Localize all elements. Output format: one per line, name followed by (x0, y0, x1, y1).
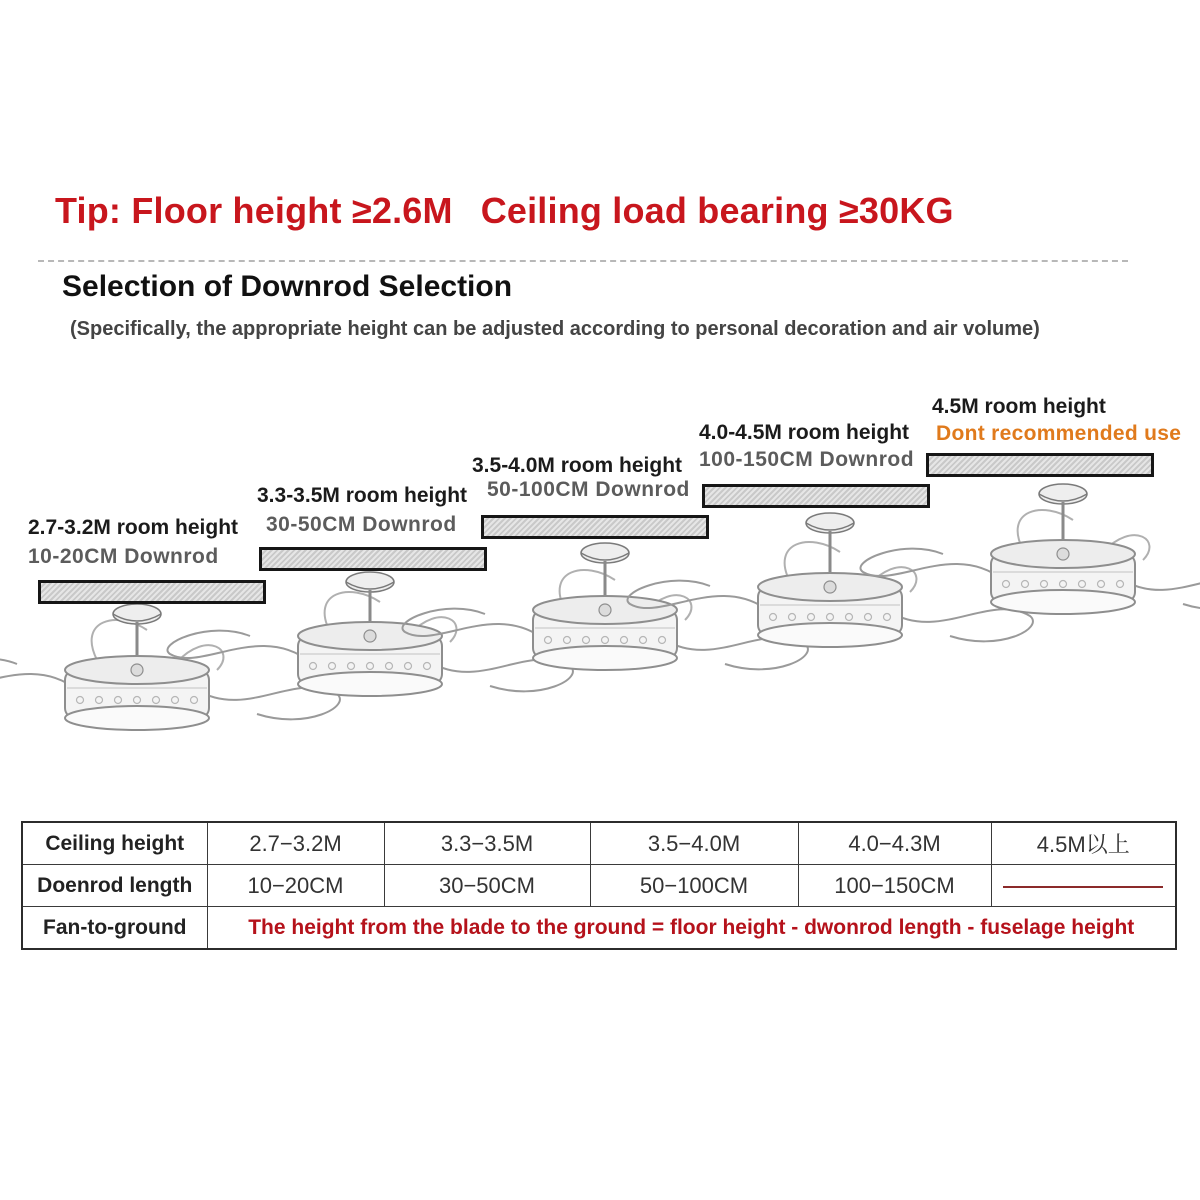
table-row-fan-to-ground (22, 907, 1176, 950)
ceiling-slab-5 (926, 453, 1154, 477)
fan-to-ground-formula: The height from the blade to the ground = floor height - dwonrod length - fuselage height (207, 907, 1176, 950)
spec-table (21, 821, 1177, 950)
step-3-downrod-label: 50-100CM Downrod (487, 478, 690, 501)
ceiling-slab-1 (38, 580, 266, 604)
step-3-height-label: 3.5-4.0M room height (472, 454, 683, 477)
downrod-length-cell: 30−50CM (384, 865, 590, 907)
ceiling-slab-2 (259, 547, 487, 571)
step-2-downrod-label: 30-50CM Downrod (266, 513, 457, 536)
step-4-downrod-label: 100-150CM Downrod (699, 448, 915, 471)
downrod-length-cell: 100−150CM (798, 865, 991, 907)
ceiling-fan-1 (0, 604, 340, 730)
downrod-length-cell: 10−20CM (207, 865, 384, 907)
ceiling-height-cell: 4.0−4.3M (798, 822, 991, 865)
step-4-height-label: 4.0-4.5M room height (699, 421, 910, 444)
ceiling-slab-3 (481, 515, 709, 539)
not-applicable-dash (1003, 886, 1163, 888)
downrod-length-not-applicable (991, 865, 1176, 907)
row-header-fan-to-ground: Fan-to-ground (22, 907, 207, 950)
ceiling-height-cell: 3.3−3.5M (384, 822, 590, 865)
table-row-downrod-length (22, 865, 1176, 907)
ceiling-height-cell: 2.7−3.2M (207, 822, 384, 865)
table-row-ceiling-height (22, 822, 1176, 865)
ceiling-slab-4 (702, 484, 930, 508)
tip-load-bearing: Ceiling load bearing ≥30KG (480, 190, 954, 231)
step-5-height-label: 4.5M room height (932, 395, 1106, 418)
row-header-downrod-length: Doenrod length (22, 865, 207, 907)
tip-floor-height: Tip: Floor height ≥2.6M (55, 190, 453, 231)
ceiling-height-cell: 3.5−4.0M (590, 822, 798, 865)
step-1-height-label: 2.7-3.2M room height (28, 516, 239, 539)
step-5-warning-label: Dont recommended use (936, 422, 1182, 445)
row-header-ceiling-height: Ceiling height (22, 822, 207, 865)
ceiling-height-cell: 4.5M以上 (991, 822, 1176, 865)
downrod-length-cell: 50−100CM (590, 865, 798, 907)
section-heading: Selection of Downrod Selection (62, 270, 513, 303)
step-1-downrod-label: 10-20CM Downrod (28, 545, 219, 568)
step-2-height-label: 3.3-3.5M room height (257, 484, 468, 507)
section-subheading: (Specifically, the appropriate height can be adjusted according to personal decoration and air volume) (70, 318, 1040, 340)
